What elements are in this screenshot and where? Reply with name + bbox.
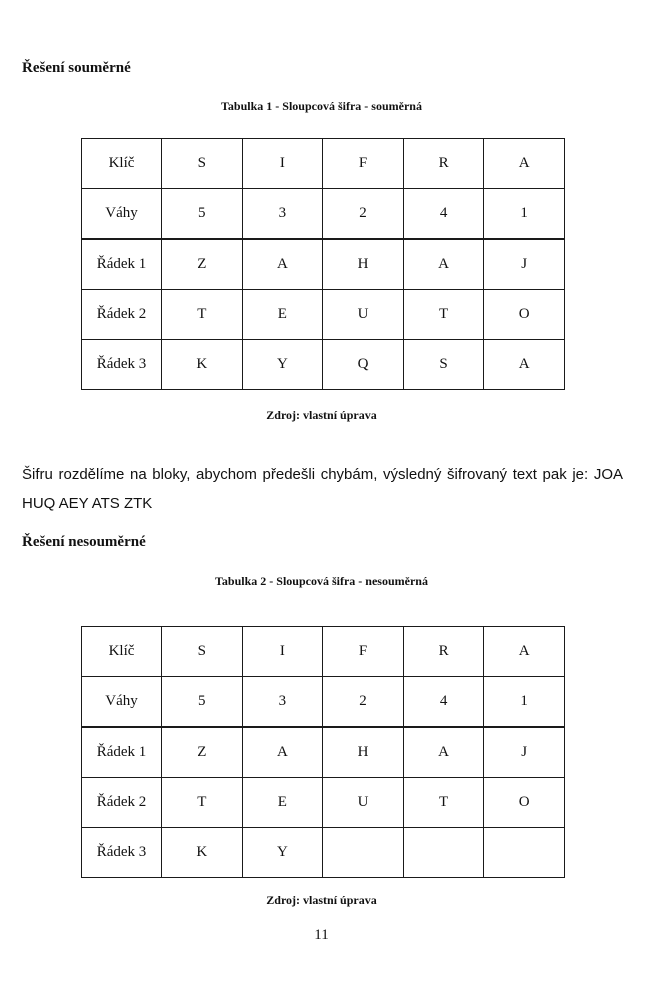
table-row (82, 340, 565, 390)
row-label: Klíč (82, 627, 162, 677)
cipher-table-1 (81, 138, 565, 390)
table-cell: Y (242, 828, 323, 878)
table-cell: A (484, 139, 565, 189)
table-cell: J (484, 239, 565, 290)
paragraph-line-1: Šifru rozdělíme na bloky, abychom předešli chybám, výsledný šifrovaný text pak je: JOA (22, 466, 623, 483)
table-cell: O (484, 290, 565, 340)
table-row (82, 727, 565, 778)
table-cell: R (403, 139, 484, 189)
table-cell: S (162, 627, 243, 677)
table-cell: A (242, 727, 323, 778)
row-label: Řádek 1 (82, 239, 162, 290)
body-paragraph (22, 460, 623, 518)
table-source-2: Zdroj: vlastní úprava (266, 893, 377, 907)
table-row-weights (82, 189, 565, 240)
section-heading-asymmetric: Řešení nesouměrné (22, 534, 146, 550)
table-cell: 1 (484, 677, 565, 728)
table-caption-2: Tabulka 2 - Sloupcová šifra - nesouměrná (215, 574, 428, 588)
table-cell: I (242, 627, 323, 677)
table-cell: E (242, 290, 323, 340)
table-row (82, 778, 565, 828)
table-cell: A (403, 727, 484, 778)
table-cell: 2 (323, 677, 404, 728)
table-cell: F (323, 627, 404, 677)
table-cell: U (323, 778, 404, 828)
row-label: Řádek 2 (82, 778, 162, 828)
table-cell: T (403, 290, 484, 340)
table-cell: K (162, 828, 243, 878)
table-cell (323, 828, 404, 878)
table-cell: 5 (162, 189, 243, 240)
row-label: Řádek 3 (82, 340, 162, 390)
table-cell: A (484, 627, 565, 677)
table-cell: O (484, 778, 565, 828)
page-number: 11 (314, 927, 329, 943)
paragraph-line-2: HUQ AEY ATS ZTK (22, 495, 153, 512)
table-cell (484, 828, 565, 878)
table-cell: T (403, 778, 484, 828)
table-row-key (82, 627, 565, 677)
table-row-key (82, 139, 565, 189)
table-cell: Q (323, 340, 404, 390)
table-cell: U (323, 290, 404, 340)
table-cell: R (403, 627, 484, 677)
row-label: Váhy (82, 677, 162, 728)
table-cell: 5 (162, 677, 243, 728)
section-heading-symmetric: Řešení souměrné (22, 60, 131, 76)
table-cell: 4 (403, 677, 484, 728)
table-cell: Z (162, 239, 243, 290)
table-cell: 4 (403, 189, 484, 240)
table-cell: A (403, 239, 484, 290)
table-row-weights (82, 677, 565, 728)
table-cell: Y (242, 340, 323, 390)
table-row (82, 290, 565, 340)
table-cell: F (323, 139, 404, 189)
table-cell: S (162, 139, 243, 189)
table-cell: T (162, 290, 243, 340)
table-cell: J (484, 727, 565, 778)
table-cell: K (162, 340, 243, 390)
row-label: Klíč (82, 139, 162, 189)
table-cell: 2 (323, 189, 404, 240)
table-cell: 3 (242, 189, 323, 240)
row-label: Váhy (82, 189, 162, 240)
table-caption-1: Tabulka 1 - Sloupcová šifra - souměrná (221, 99, 422, 113)
table-row (82, 239, 565, 290)
table-cell: T (162, 778, 243, 828)
table-cell: S (403, 340, 484, 390)
table-row (82, 828, 565, 878)
table-cell: 3 (242, 677, 323, 728)
table-cell: A (484, 340, 565, 390)
row-label: Řádek 2 (82, 290, 162, 340)
table-cell (403, 828, 484, 878)
row-label: Řádek 3 (82, 828, 162, 878)
table-cell: 1 (484, 189, 565, 240)
table-cell: I (242, 139, 323, 189)
table-source-1: Zdroj: vlastní úprava (266, 408, 377, 422)
table-cell: H (323, 239, 404, 290)
cipher-table-2 (81, 626, 565, 878)
table-cell: E (242, 778, 323, 828)
table-cell: H (323, 727, 404, 778)
table-cell: Z (162, 727, 243, 778)
table-cell: A (242, 239, 323, 290)
row-label: Řádek 1 (82, 727, 162, 778)
